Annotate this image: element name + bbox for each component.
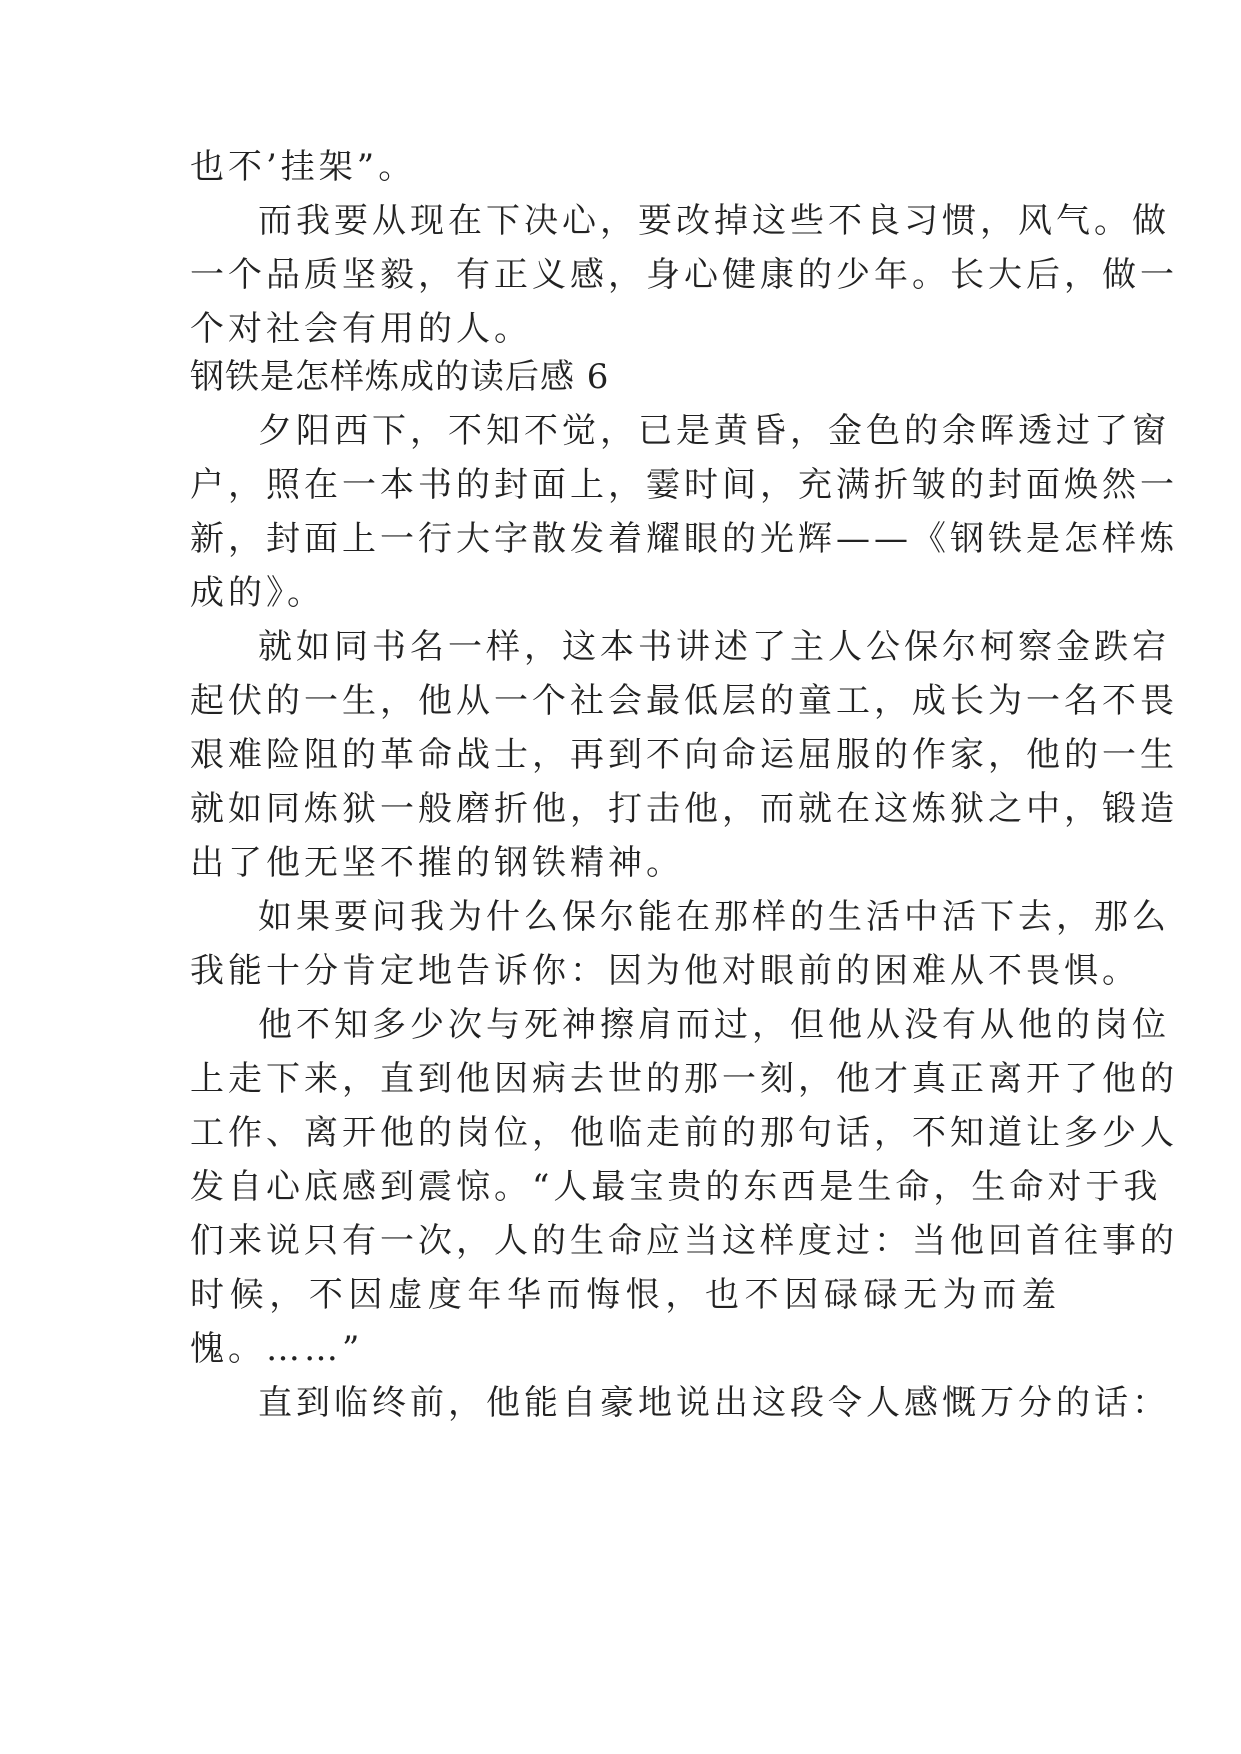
text-line: 们来说只有一次，人的生命应当这样度过：当他回首往事的 [190, 1221, 1178, 1261]
text-line: 个对社会有用的人。 [190, 309, 532, 349]
text-line: 成的》。 [190, 573, 325, 613]
text-line: 出了他无坚不摧的钢铁精神。 [190, 843, 684, 883]
text-line: 户，照在一本书的封面上，霎时间，充满折皱的封面焕然一 [190, 465, 1178, 505]
text-line: 也不’挂架”。 [190, 147, 417, 187]
section-title: 钢铁是怎样炼成的读后感 6 [190, 357, 610, 397]
text-line: 就如同书名一样，这本书讲述了主人公保尔柯察金跌宕 [258, 627, 1170, 667]
text-line: 而我要从现在下决心，要改掉这些不良习惯，风气。做 [258, 201, 1170, 241]
text-line: 上走下来，直到他因病去世的那一刻，他才真正离开了他的 [190, 1059, 1178, 1099]
text-line: 就如同炼狱一般磨折他，打击他，而就在这炼狱之中，锻造 [190, 789, 1178, 829]
text-line: 他不知多少次与死神擦肩而过，但他从没有从他的岗位 [258, 1005, 1170, 1045]
text-line: 我能十分肯定地告诉你：因为他对眼前的困难从不畏惧。 [190, 951, 1140, 991]
text-line: 时候，不因虚度年华而悔恨，也不因碌碌无为而羞 [190, 1275, 1060, 1315]
text-line: 夕阳西下，不知不觉，已是黄昏，金色的余晖透过了窗 [258, 411, 1170, 451]
text-line: 发自心底感到震惊。“人最宝贵的东西是生命，生命对于我 [190, 1167, 1162, 1207]
text-line: 直到临终前，他能自豪地说出这段令人感慨万分的话： [258, 1383, 1170, 1423]
text-line: 愧。……” [190, 1329, 364, 1369]
text-line: 新，封面上一行大字散发着耀眼的光辉——《钢铁是怎样炼 [190, 519, 1178, 559]
text-line: 一个品质坚毅，有正义感，身心健康的少年。长大后，做一 [190, 255, 1178, 295]
text-line: 艰难险阻的革命战士，再到不向命运屈服的作家，他的一生 [190, 735, 1178, 775]
text-line: 如果要问我为什么保尔能在那样的生活中活下去，那么 [258, 897, 1170, 937]
text-line: 工作、离开他的岗位，他临走前的那句话，不知道让多少人 [190, 1113, 1178, 1153]
text-line: 起伏的一生，他从一个社会最低层的童工，成长为一名不畏 [190, 681, 1178, 721]
